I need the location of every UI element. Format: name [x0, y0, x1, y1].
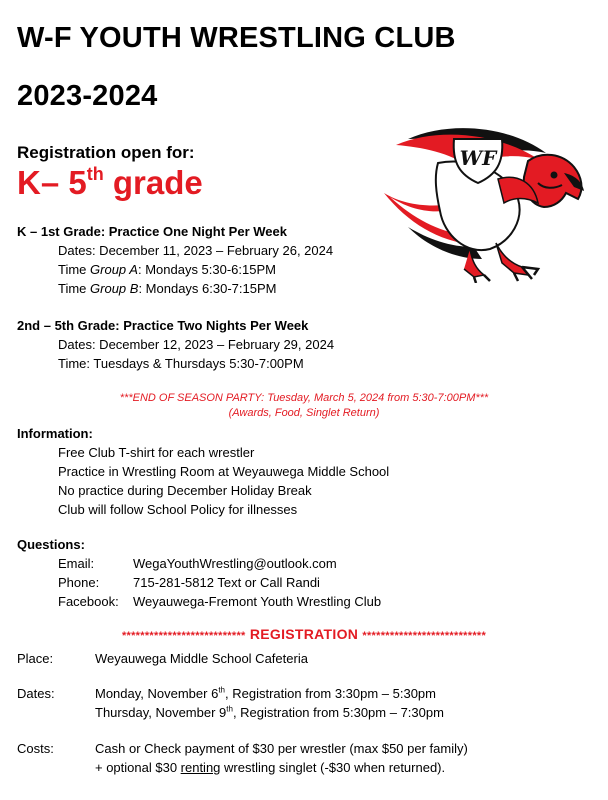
place-value: Weyauwega Middle School Cafeteria: [95, 651, 308, 666]
g25-time: Time: Tuesdays & Thursdays 5:30-7:00PM: [58, 356, 304, 371]
info-item: No practice during December Holiday Break: [58, 483, 312, 498]
dates-label: Dates:: [17, 686, 55, 701]
cost2-prefix: + optional $30: [95, 760, 181, 775]
logo-initials: WF: [459, 146, 497, 170]
cost2-renting: renting: [180, 760, 221, 775]
information-heading: Information:: [17, 426, 93, 441]
season-years: 2023-2024: [17, 80, 158, 112]
k1-group-b-time: : Mondays 6:30-7:15PM: [138, 281, 277, 296]
grade-range: [17, 164, 203, 202]
info-item: Free Club T-shirt for each wrestler: [58, 445, 255, 460]
date1-text: Monday, November 6: [95, 686, 219, 701]
k1-heading: K – 1st Grade: Practice One Night Per Week: [17, 224, 287, 239]
k1-group-a-prefix: Time: [58, 262, 91, 277]
questions-heading: Questions:: [17, 537, 85, 552]
g25-dates: Dates: December 12, 2023 – February 29, 2024: [58, 337, 335, 352]
k1-group-a-name: Group A: [90, 262, 138, 277]
date2-time: , Registration from 5:30pm – 7:30pm: [232, 705, 444, 720]
grade-suffix: grade: [103, 164, 203, 201]
phone-value: 715-281-5812 Text or Call Randi: [133, 575, 320, 590]
date2-text: Thursday, November 9: [95, 705, 227, 720]
date1-time: , Registration from 3:30pm – 5:30pm: [225, 686, 436, 701]
costs-label: Costs:: [17, 741, 54, 756]
grade-sup: th: [86, 164, 104, 184]
registration-date-1: [95, 686, 436, 701]
cost2-suffix: wrestling singlet (-$30 when returned).: [220, 760, 446, 775]
g25-heading: 2nd – 5th Grade: Practice Two Nights Per Week: [17, 318, 309, 333]
info-item: Practice in Wrestling Room at Weyauwega Middle School: [58, 464, 390, 479]
registration-open-label: Registration open for:: [17, 143, 195, 162]
cost-line-1: Cash or Check payment of $30 per wrestler (max $50 per family): [95, 741, 468, 756]
email-label: Email:: [58, 556, 95, 571]
k1-group-b: [58, 281, 276, 296]
cost-line-2: [95, 760, 445, 775]
banner-stars-left: ***************************: [121, 630, 246, 642]
facebook-label: Facebook:: [58, 594, 119, 609]
facebook-value: Weyauwega-Fremont Youth Wrestling Club: [133, 594, 382, 609]
page-title: W-F YOUTH WRESTLING CLUB: [17, 22, 456, 54]
banner-stars-right: ***************************: [362, 630, 487, 642]
registration-title: REGISTRATION: [249, 626, 359, 642]
k1-group-a-time: : Mondays 5:30-6:15PM: [137, 262, 276, 277]
date1-sup: th: [218, 685, 225, 695]
info-item: Club will follow School Policy for illnesses: [58, 502, 298, 517]
season-party-details: (Awards, Food, Singlet Return): [228, 407, 380, 419]
place-label: Place:: [17, 651, 54, 666]
registration-banner: [0, 626, 608, 642]
k1-dates: Dates: December 11, 2023 – February 26, 2024: [58, 243, 334, 258]
wf-eagle-logo-icon: [378, 123, 590, 283]
registration-date-2: [95, 705, 444, 720]
date2-sup: th: [226, 704, 233, 714]
email-value: WegaYouthWrestling@outlook.com: [133, 556, 337, 571]
season-party-line: ***END OF SEASON PARTY: Tuesday, March 5, 2024 from 5:30-7:00PM***: [119, 392, 489, 404]
k1-group-b-name: Group B: [90, 281, 139, 296]
phone-label: Phone:: [58, 575, 100, 590]
k1-group-b-prefix: Time: [58, 281, 91, 296]
k1-group-a: [58, 262, 276, 277]
grade-prefix: K– 5: [17, 164, 87, 201]
